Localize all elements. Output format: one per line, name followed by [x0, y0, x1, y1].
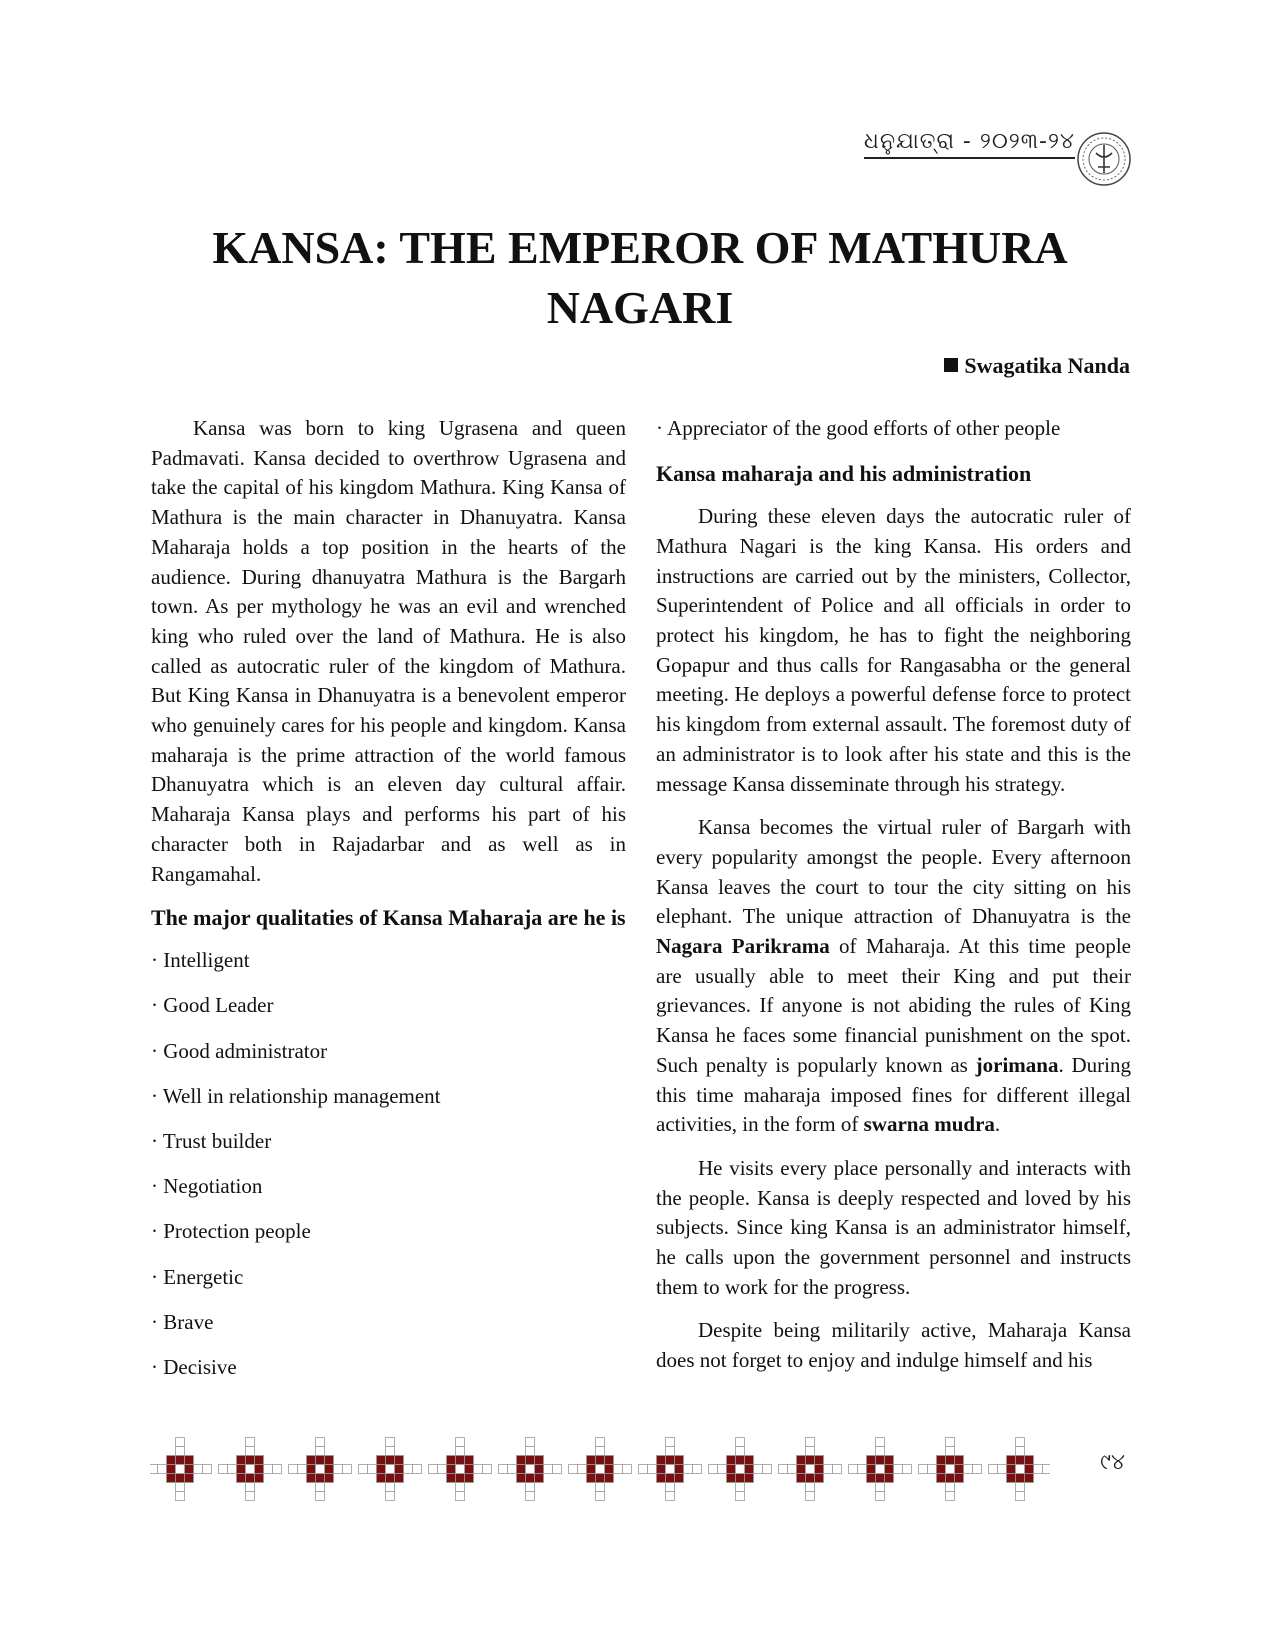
ornament-motif — [639, 1438, 702, 1501]
running-header: ଧନୁଯାତ୍ରା - ୨୦୨୩-୨୪ — [864, 129, 1075, 159]
ornament-motif — [779, 1438, 842, 1501]
list-item: · Brave — [151, 1309, 214, 1334]
ornament-motif — [150, 1438, 212, 1501]
article-title: KANSA: THE EMPEROR OF MATHURA NAGARI — [212, 222, 1068, 333]
left-column — [151, 414, 626, 1398]
ornament-motif — [989, 1438, 1051, 1501]
bold-term: swarna mudra — [863, 1112, 995, 1137]
ornament-motif — [429, 1438, 492, 1501]
ornament-motif — [569, 1438, 632, 1501]
author-byline — [944, 353, 1130, 379]
list-item: · Good Leader — [151, 993, 274, 1018]
right-column — [656, 414, 1131, 1390]
author-name: Swagatika Nanda — [964, 353, 1130, 378]
visits-paragraph: He visits every place personally and interacts with the people. Kansa is deeply respected and loved by his subjects. Since king Kansa is an administrator himself, he calls upon the government personnel and instructs them to work for the progress. — [656, 1155, 1131, 1299]
administration-heading: Kansa maharaja and his administration — [656, 461, 1032, 487]
list-item: · Appreciator of the good efforts of other people — [656, 416, 1061, 440]
page-number: ୯୪ — [1100, 1450, 1126, 1475]
list-item: · Well in relationship management — [151, 1083, 441, 1108]
bold-term: Nagara Parikrama — [656, 934, 830, 959]
emblem-seal-icon — [1076, 131, 1132, 187]
ornament-motif — [849, 1438, 912, 1501]
list-item: · Protection people — [151, 1219, 311, 1244]
ornament-motif — [289, 1438, 352, 1501]
ornament-motif — [359, 1438, 422, 1501]
list-item: · Decisive — [151, 1355, 237, 1380]
ornament-motif — [219, 1438, 282, 1501]
ornament-motif — [499, 1438, 562, 1501]
intro-paragraph: Kansa was born to king Ugrasena and queen Padmavati. Kansa decided to overthrow Ugrasena and take the capital of his kingdom Mathura. King Kansa of Mathura is the main character in Dhanuyatra. Kansa Maharaja holds a top position in the hearts of the audience. During dhanuyatra Mathura is the Bargarh town. As per mythology he was an evil and wrenched king who ruled over the land of Mathura. He is also called as autocratic ruler of the kingdom of Mathura. But King Kansa in Dhanuyatra is a benevolent emperor who genuinely cares for his people and kingdom. Kansa maharaja is the prime attraction of the world famous Dhanuyatra which is an eleven day cultural affair. Maharaja Kansa plays and performs his part of his character both in Rajadarbar and as well as in Rangamahal. — [151, 416, 626, 886]
ornament-motif — [709, 1438, 772, 1501]
bold-term: jorimana — [975, 1052, 1059, 1077]
qualities-heading: The major qualitaties of Kansa Maharaja are he is — [151, 905, 626, 931]
list-item: · Intelligent — [151, 948, 250, 973]
administration-paragraph: During these eleven days the autocratic ruler of Mathura Nagari is the king Kansa. His orders and instructions are carried out by the ministers, Collector, Superintendent of Police and all officials in order to protect his kingdom, he has to fight the neighboring Gopapur and thus calls for Rangasabha or the general meeting. He deploys a powerful defense force to protect his kingdom from external assault. The foremost duty of an administrator is to look after his state and this is the message Kansa disseminate through his strategy. — [656, 504, 1131, 796]
ornament-border — [150, 1434, 1050, 1504]
militarily-active-paragraph: Despite being militarily active, Maharaja Kansa does not forget to enjoy and indulge himself and his — [656, 1318, 1131, 1373]
list-item: · Good administrator — [151, 1038, 328, 1063]
ornament-motif — [919, 1438, 982, 1501]
nagara-parikrama-paragraph: Kansa becomes the virtual ruler of Bargarh with every popularity amongst the people. Every afternoon Kansa leaves the court to tour the city sitting on his elephant. The unique attraction of Dhanuyatra is the Nagara Parikrama of Maharaja. At this time people are usually able to meet their King and put their grievances. If anyone is not abiding the rules of King Kansa he faces some financial punishment on the spot. Such penalty is popularly known as jorimana. During this time maharaja imposed fines for different illegal activities, in the form of swarna mudra. — [656, 815, 1132, 1137]
list-item: · Negotiation — [151, 1174, 263, 1199]
square-bullet-icon — [944, 358, 958, 372]
list-item: · Trust builder — [151, 1129, 272, 1154]
list-item: · Energetic — [151, 1264, 244, 1289]
